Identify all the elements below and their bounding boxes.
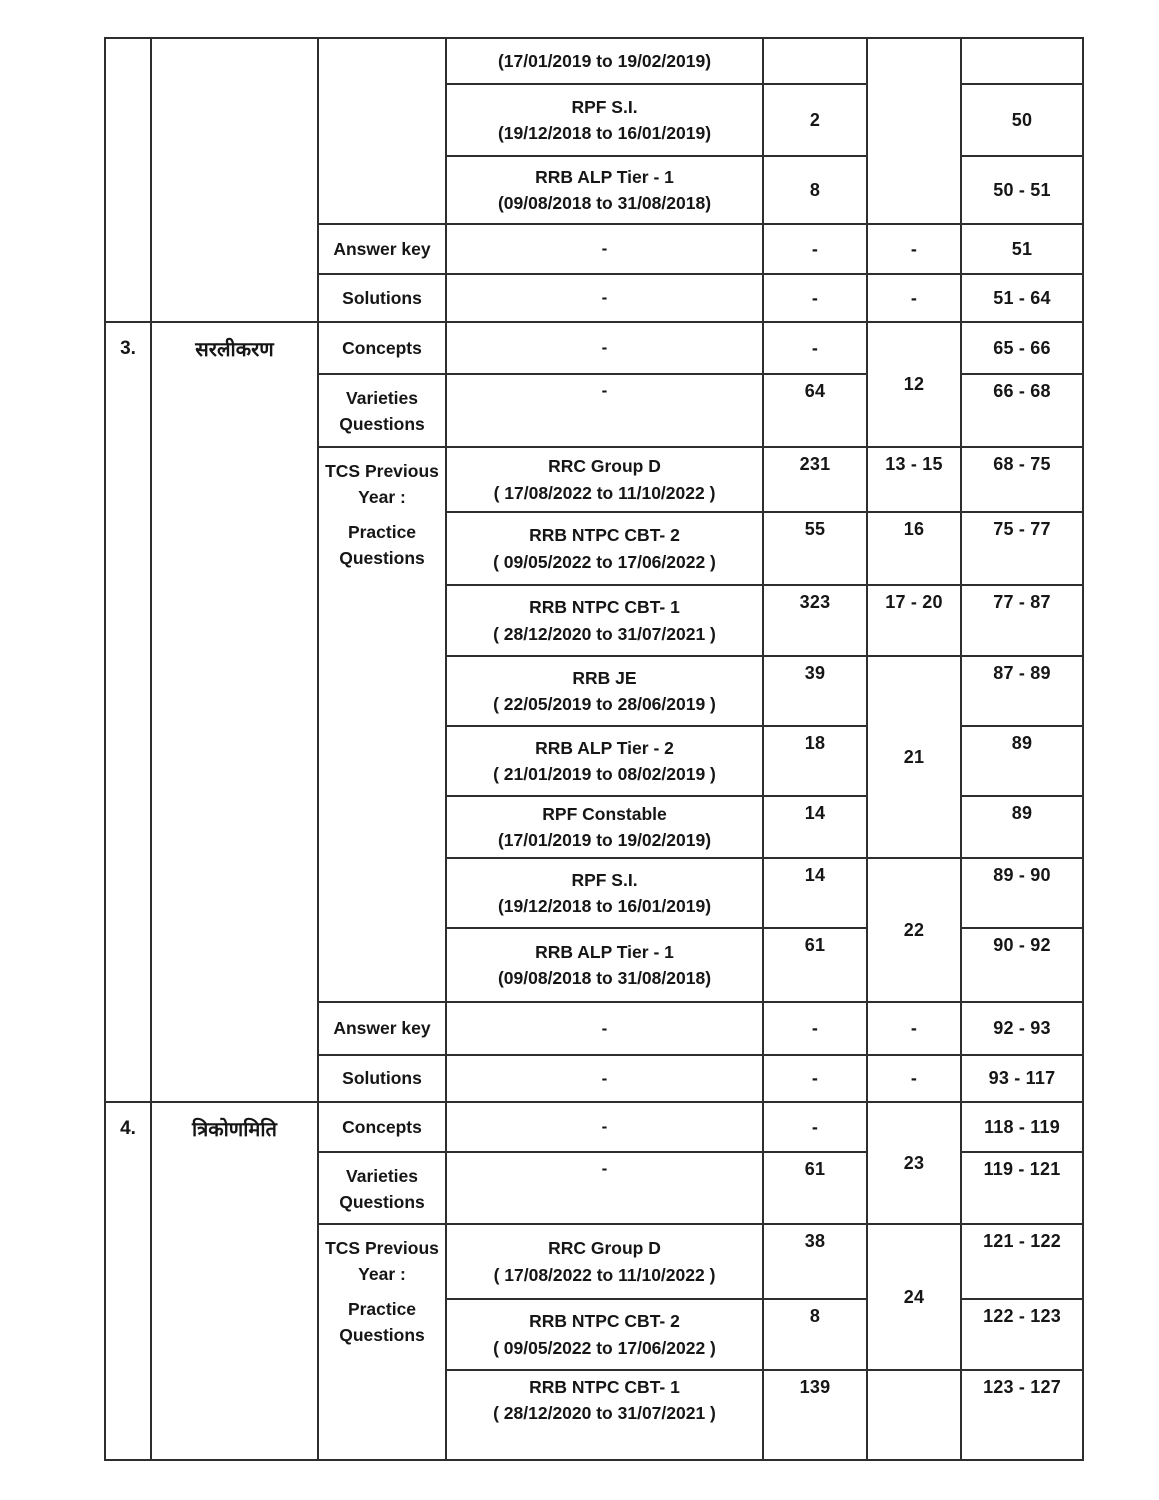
exam-cell [446,928,763,1002]
page-range-cell: 50 - 51 [961,156,1083,224]
exam-name: RPF S.I. [571,869,638,890]
toc-table [104,37,1084,1461]
chapter-cell: सरलीकरण [151,322,318,1102]
exam-cell: - [446,322,763,374]
exam-cell [446,84,763,156]
exam-dates: ( 28/12/2020 to 31/07/2021 ) [493,1403,716,1424]
page-range-cell [961,38,1083,84]
question-count-cell: - [763,1002,867,1055]
question-count-cell: 61 [763,1152,867,1224]
page-range-cell: 119 - 121 [961,1152,1083,1224]
exam-dates: (17/01/2019 to 19/02/2019) [497,50,712,71]
exam-cell: - [446,274,763,322]
serial-cell: 4. [105,1102,151,1460]
exam-cell [446,447,763,512]
section-cell: Concepts [318,1102,446,1152]
exam-cell: - [446,374,763,447]
question-count-cell: 323 [763,585,867,656]
test-number-cell: 13 - 15 [867,447,961,512]
test-number-cell: - [867,1055,961,1102]
page-range-cell: 66 - 68 [961,374,1083,447]
section-cell: Answer key [318,224,446,274]
chapter-cell: त्रिकोणमिति [151,1102,318,1460]
question-count-cell: - [763,224,867,274]
section-label-line1: TCS Previous Year : [325,1238,439,1285]
exam-cell [446,585,763,656]
page-range-cell: 51 - 64 [961,274,1083,322]
question-count-cell: 139 [763,1370,867,1460]
section-cell: Solutions [318,1055,446,1102]
exam-dates: (19/12/2018 to 16/01/2019) [497,123,712,143]
question-count-cell: - [763,322,867,374]
exam-dates: ( 21/01/2019 to 08/02/2019 ) [493,764,716,784]
exam-name: RRC Group D [548,1238,661,1259]
section-cell: Concepts [318,322,446,374]
page-range-cell: 93 - 117 [961,1055,1083,1102]
test-number-cell: 16 [867,512,961,585]
exam-name: RPF S.I. [571,96,638,117]
exam-cell: - [446,1002,763,1055]
exam-name: RRB NTPC CBT- 1 [529,597,680,618]
exam-name: RPF Constable [542,803,667,824]
page-range-cell: 68 - 75 [961,447,1083,512]
question-count-cell: 8 [763,1299,867,1370]
test-number-cell: 12 [867,322,961,447]
exam-dates: ( 28/12/2020 to 31/07/2021 ) [493,623,716,644]
exam-name: RRB ALP Tier - 1 [535,941,674,962]
exam-cell [446,726,763,796]
section-label-line2: Practice Questions [339,1298,425,1345]
exam-name: RRB NTPC CBT- 2 [529,525,680,546]
page-range-cell: 90 - 92 [961,928,1083,1002]
test-number-cell: - [867,1002,961,1055]
exam-dates: (09/08/2018 to 31/08/2018) [497,193,712,213]
exam-name: RRB JE [572,667,637,688]
page-range-cell: 65 - 66 [961,322,1083,374]
test-number-cell: 23 [867,1102,961,1224]
question-count-cell: - [763,1055,867,1102]
question-count-cell: 61 [763,928,867,1002]
test-number-cell: 21 [867,656,961,858]
exam-name: RRC Group D [548,456,661,477]
page-range-cell: 122 - 123 [961,1299,1083,1370]
exam-cell [446,656,763,726]
test-number-cell: 24 [867,1224,961,1370]
test-number-cell: - [867,274,961,322]
question-count-cell: 2 [763,84,867,156]
page-range-cell: 75 - 77 [961,512,1083,585]
section-cell [318,447,446,1002]
section-cell [318,1224,446,1460]
exam-dates: ( 17/08/2022 to 11/10/2022 ) [493,1264,716,1285]
exam-cell [446,1299,763,1370]
test-number-cell [867,1370,961,1460]
section-cell [318,38,446,224]
exam-dates: ( 17/08/2022 to 11/10/2022 ) [493,482,716,503]
exam-cell [446,1224,763,1299]
exam-cell [446,796,763,858]
question-count-cell: 39 [763,656,867,726]
chapter-cell [151,38,318,322]
serial-cell [105,38,151,322]
question-count-cell: 64 [763,374,867,447]
page-range-cell: 121 - 122 [961,1224,1083,1299]
exam-name: RRB NTPC CBT- 2 [529,1311,680,1332]
test-number-cell: 17 - 20 [867,585,961,656]
exam-cell: - [446,1055,763,1102]
section-cell: Varieties Questions [318,374,446,447]
exam-name: RRB ALP Tier - 1 [535,166,674,187]
section-cell: Varieties Questions [318,1152,446,1224]
exam-dates: ( 09/05/2022 to 17/06/2022 ) [493,1337,716,1358]
test-number-cell: 22 [867,858,961,1002]
page-range-cell: 51 [961,224,1083,274]
question-count-cell: 231 [763,447,867,512]
question-count-cell: - [763,274,867,322]
page-range-cell: 92 - 93 [961,1002,1083,1055]
exam-cell: - [446,1102,763,1152]
exam-dates: ( 09/05/2022 to 17/06/2022 ) [493,551,716,572]
section-cell: Answer key [318,1002,446,1055]
page-range-cell: 123 - 127 [961,1370,1083,1460]
exam-cell [446,1370,763,1460]
section-label-line2: Practice Questions [339,521,425,568]
page-range-cell: 89 [961,796,1083,858]
exam-dates: (17/01/2019 to 19/02/2019) [497,830,712,850]
exam-name: RRB ALP Tier - 2 [535,737,674,758]
exam-cell: - [446,224,763,274]
question-count-cell: - [763,1102,867,1152]
page-range-cell: 87 - 89 [961,656,1083,726]
page-range-cell: 118 - 119 [961,1102,1083,1152]
section-label-line1: TCS Previous Year : [325,461,439,508]
exam-dates: (09/08/2018 to 31/08/2018) [497,968,712,988]
test-number-cell: - [867,224,961,274]
page-range-cell: 50 [961,84,1083,156]
page-range-cell: 89 [961,726,1083,796]
question-count-cell [763,38,867,84]
exam-cell [446,156,763,224]
question-count-cell: 8 [763,156,867,224]
page-range-cell: 89 - 90 [961,858,1083,928]
page-range-cell: 77 - 87 [961,585,1083,656]
section-cell: Solutions [318,274,446,322]
exam-dates: (19/12/2018 to 16/01/2019) [497,896,712,916]
question-count-cell: 14 [763,796,867,858]
question-count-cell: 38 [763,1224,867,1299]
serial-cell: 3. [105,322,151,1102]
exam-cell: - [446,1152,763,1224]
question-count-cell: 55 [763,512,867,585]
exam-cell [446,512,763,585]
exam-name: RRB NTPC CBT- 1 [529,1377,680,1397]
exam-dates: ( 22/05/2019 to 28/06/2019 ) [493,694,716,714]
exam-cell [446,858,763,928]
exam-cell [446,38,763,84]
question-count-cell: 18 [763,726,867,796]
question-count-cell: 14 [763,858,867,928]
test-number-cell [867,38,961,224]
